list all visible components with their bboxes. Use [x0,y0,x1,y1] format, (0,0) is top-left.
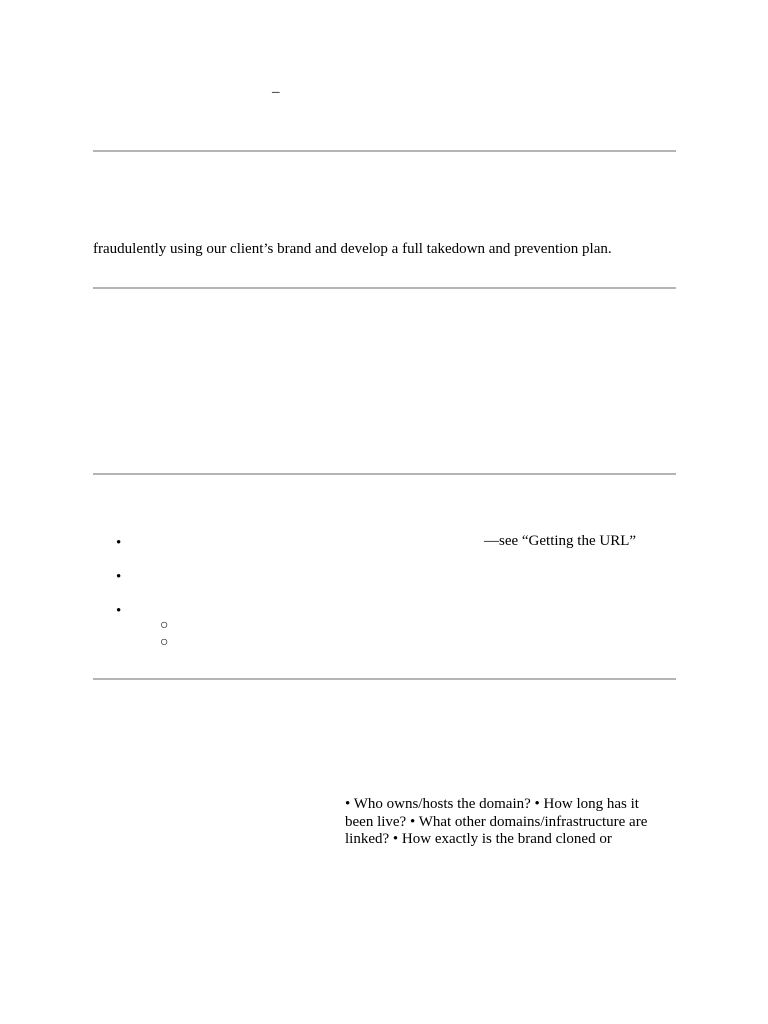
bullet-marker-3: • [116,603,122,619]
bullet-marker-2: • [116,569,122,585]
dash-mark: – [272,84,280,100]
bullet-marker-1: • [116,535,122,551]
intro-line: fraudulently using our client’s brand and develop a full takedown and prevention plan. [93,241,612,257]
questions-column-text: • Who owns/hosts the domain? • How long has it been live? • What other domains/infrastructure are linked? • How exactly is the brand cloned or [345,796,648,847]
section-divider-1 [93,150,676,152]
list-item-1-tail: —see “Getting the URL” [484,533,637,549]
section-divider-3 [93,473,676,475]
section-divider-2 [93,287,676,289]
sub-bullet-marker-1: ○ [160,618,169,633]
section-divider-4 [93,678,676,680]
sub-bullet-marker-2: ○ [160,635,169,650]
